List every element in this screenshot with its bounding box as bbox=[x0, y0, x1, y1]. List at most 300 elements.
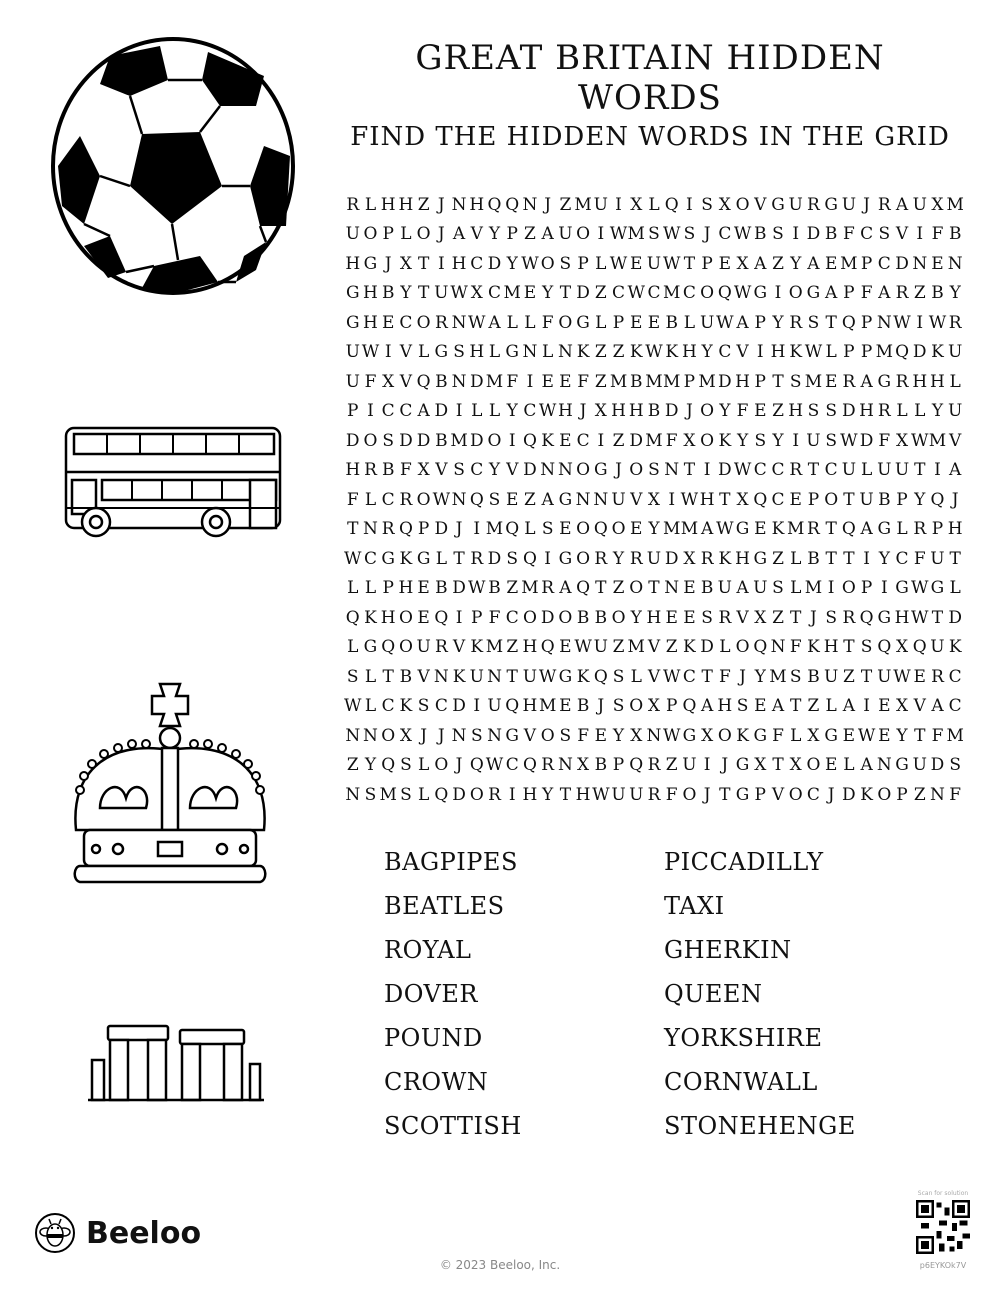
grid-cell: M bbox=[485, 519, 504, 540]
grid-cell: L bbox=[843, 755, 855, 776]
grid-cell: L bbox=[364, 489, 377, 510]
grid-cell: H bbox=[699, 489, 715, 510]
grid-cell: X bbox=[931, 194, 944, 215]
grid-cell: M bbox=[609, 371, 628, 392]
grid-cell: I bbox=[473, 519, 481, 540]
grid-cell: A bbox=[931, 696, 944, 717]
grid-cell: V bbox=[523, 725, 537, 746]
grid-cell: A bbox=[842, 696, 856, 717]
grid-row bbox=[344, 456, 964, 486]
grid-cell: H bbox=[823, 637, 839, 658]
grid-cell: U bbox=[593, 194, 608, 215]
grid-cell: I bbox=[703, 755, 711, 776]
grid-cell: A bbox=[700, 519, 714, 540]
grid-cell: Z bbox=[913, 283, 926, 304]
grid-cell: O bbox=[363, 224, 378, 245]
grid-cell: Q bbox=[629, 755, 644, 776]
qr-code-id: p6EYKOk7V bbox=[919, 1261, 967, 1270]
grid-cell: V bbox=[452, 637, 466, 658]
grid-cell: C bbox=[434, 696, 448, 717]
grid-cell: D bbox=[700, 637, 714, 658]
grid-cell: U bbox=[823, 666, 839, 687]
grid-cell: Q bbox=[469, 489, 484, 510]
grid-cell: E bbox=[541, 371, 554, 392]
grid-cell: W bbox=[609, 253, 628, 274]
grid-cell: L bbox=[914, 401, 926, 422]
grid-cell: B bbox=[700, 578, 714, 599]
grid-cell: T bbox=[683, 253, 696, 274]
grid-cell: F bbox=[931, 224, 944, 245]
grid-cell: H bbox=[912, 371, 928, 392]
grid-cell: E bbox=[506, 489, 519, 510]
grid-cell: K bbox=[576, 666, 590, 687]
grid-cell: S bbox=[949, 755, 962, 776]
grid-cell: O bbox=[806, 755, 821, 776]
grid-cell: C bbox=[682, 666, 696, 687]
grid-cell: T bbox=[825, 519, 837, 540]
grid-cell: L bbox=[860, 460, 873, 481]
grid-cell: J bbox=[437, 224, 445, 245]
grid-cell: R bbox=[346, 194, 360, 215]
grid-cell: N bbox=[522, 342, 538, 363]
grid-cell: B bbox=[435, 430, 448, 451]
grid-cell: U bbox=[894, 460, 910, 481]
grid-cell: R bbox=[807, 194, 820, 215]
grid-cell: L bbox=[488, 342, 501, 363]
grid-cell: Q bbox=[682, 696, 697, 717]
grid-cell: D bbox=[859, 430, 874, 451]
grid-cell: O bbox=[629, 578, 644, 599]
grid-cell: M bbox=[485, 637, 504, 658]
grid-cell: D bbox=[912, 342, 927, 363]
brand-name: Beeloo bbox=[86, 1215, 202, 1251]
grid-cell: W bbox=[592, 784, 610, 805]
grid-cell: P bbox=[382, 224, 394, 245]
grid-cell: U bbox=[788, 194, 803, 215]
double-decker-bus-icon bbox=[62, 424, 284, 542]
grid-cell: M bbox=[662, 371, 681, 392]
grid-cell: Z bbox=[506, 578, 519, 599]
grid-cell: N bbox=[557, 460, 573, 481]
grid-cell: U bbox=[629, 784, 644, 805]
grid-cell: U bbox=[753, 578, 768, 599]
grid-cell: G bbox=[753, 725, 768, 746]
grid-cell: U bbox=[522, 666, 538, 687]
grid-cell: G bbox=[363, 637, 378, 658]
grid-cell: S bbox=[417, 696, 430, 717]
grid-cell: T bbox=[506, 666, 518, 687]
grid-cell: W bbox=[716, 312, 734, 333]
grid-cell: G bbox=[735, 755, 750, 776]
word-item: CORNWALL bbox=[664, 1068, 818, 1096]
grid-cell: R bbox=[541, 755, 555, 776]
grid-cell: E bbox=[824, 253, 838, 274]
grid-cell: X bbox=[647, 489, 661, 510]
grid-cell: L bbox=[896, 401, 908, 422]
grid-cell: E bbox=[754, 696, 767, 717]
grid-cell: K bbox=[399, 548, 413, 569]
grid-cell: L bbox=[648, 194, 660, 215]
grid-row bbox=[344, 721, 964, 751]
grid-cell: S bbox=[648, 460, 660, 481]
grid-row bbox=[344, 190, 964, 220]
grid-cell: H bbox=[522, 696, 538, 717]
grid-cell: W bbox=[733, 460, 752, 481]
grid-cell: G bbox=[576, 312, 590, 333]
grid-cell: C bbox=[718, 224, 732, 245]
grid-cell: C bbox=[523, 401, 537, 422]
grid-cell: C bbox=[381, 489, 395, 510]
grid-cell: O bbox=[824, 489, 839, 510]
grid-cell: V bbox=[417, 666, 430, 687]
grid-cell: S bbox=[807, 312, 820, 333]
grid-cell: X bbox=[736, 253, 749, 274]
grid-cell: F bbox=[488, 607, 501, 628]
grid-cell: T bbox=[825, 312, 837, 333]
grid-cell: Q bbox=[930, 489, 945, 510]
grid-cell: H bbox=[345, 460, 361, 481]
grid-cell: A bbox=[860, 519, 873, 540]
grid-cell: S bbox=[772, 578, 784, 599]
grid-cell: D bbox=[930, 755, 945, 776]
grid-cell: X bbox=[718, 194, 731, 215]
grid-cell: S bbox=[559, 253, 572, 274]
grid-cell: O bbox=[540, 725, 555, 746]
grid-cell: E bbox=[381, 312, 395, 333]
grid-cell: R bbox=[434, 637, 448, 658]
grid-cell: T bbox=[914, 725, 926, 746]
grid-cell: F bbox=[860, 283, 873, 304]
grid-cell: R bbox=[895, 371, 909, 392]
grid-cell: A bbox=[736, 312, 749, 333]
grid-cell: Z bbox=[772, 401, 784, 422]
grid-cell: Q bbox=[416, 371, 431, 392]
grid-cell: M bbox=[875, 342, 894, 363]
grid-cell: N bbox=[593, 489, 609, 510]
grid-cell: M bbox=[662, 519, 681, 540]
grid-cell: U bbox=[469, 666, 484, 687]
grid-cell: E bbox=[594, 725, 608, 746]
grid-cell: Z bbox=[665, 755, 678, 776]
grid-cell: V bbox=[470, 224, 483, 245]
grid-cell: Q bbox=[522, 755, 537, 776]
grid-cell: S bbox=[825, 430, 837, 451]
grid-cell: U bbox=[416, 637, 431, 658]
grid-cell: A bbox=[700, 696, 714, 717]
grid-cell: D bbox=[452, 696, 466, 717]
grid-cell: A bbox=[559, 578, 572, 599]
grid-cell: T bbox=[914, 460, 926, 481]
grid-cell: P bbox=[382, 578, 394, 599]
grid-cell: V bbox=[399, 371, 413, 392]
grid-cell: W bbox=[344, 548, 362, 569]
grid-cell: K bbox=[931, 342, 944, 363]
grid-cell: N bbox=[912, 253, 928, 274]
grid-cell: P bbox=[931, 519, 944, 540]
grid-cell: N bbox=[363, 519, 378, 540]
grid-cell: R bbox=[594, 548, 608, 569]
grid-cell: H bbox=[363, 312, 378, 333]
grid-cell: M bbox=[503, 283, 521, 304]
grid-cell: C bbox=[363, 548, 377, 569]
grid-cell: Q bbox=[540, 637, 555, 658]
grid-cell: T bbox=[719, 489, 731, 510]
grid-cell: O bbox=[576, 548, 591, 569]
grid-cell: N bbox=[876, 312, 892, 333]
grid-cell: G bbox=[735, 519, 750, 540]
grid-cell: I bbox=[774, 283, 782, 304]
grid-cell: R bbox=[877, 194, 891, 215]
grid-cell: H bbox=[681, 342, 697, 363]
grid-cell: Y bbox=[878, 548, 890, 569]
grid-cell: Z bbox=[612, 578, 625, 599]
grid-cell: M bbox=[804, 578, 823, 599]
grid-cell: O bbox=[700, 283, 715, 304]
grid-cell: I bbox=[756, 342, 764, 363]
grid-cell: Q bbox=[505, 696, 520, 717]
grid-cell: H bbox=[398, 578, 414, 599]
grid-cell: W bbox=[344, 696, 362, 717]
grid-cell: U bbox=[682, 755, 697, 776]
grid-cell: U bbox=[593, 637, 608, 658]
grid-cell: H bbox=[557, 401, 573, 422]
grid-cell: Q bbox=[753, 489, 768, 510]
grid-cell: H bbox=[930, 371, 945, 392]
grid-cell: W bbox=[662, 725, 681, 746]
grid-cell: U bbox=[948, 342, 963, 363]
grid-cell: K bbox=[683, 637, 696, 658]
grid-cell: E bbox=[878, 696, 891, 717]
grid-cell: J bbox=[544, 194, 552, 215]
grid-cell: D bbox=[434, 401, 449, 422]
grid-cell: E bbox=[931, 253, 944, 274]
grid-cell: Q bbox=[859, 607, 874, 628]
grid-cell: L bbox=[417, 784, 430, 805]
grid-cell: J bbox=[437, 194, 445, 215]
grid-cell: Y bbox=[542, 784, 554, 805]
grid-cell: B bbox=[576, 696, 590, 717]
grid-cell: G bbox=[806, 283, 821, 304]
grid-cell: N bbox=[646, 725, 662, 746]
grid-cell: L bbox=[790, 548, 802, 569]
grid-cell: R bbox=[381, 519, 395, 540]
grid-cell: X bbox=[594, 401, 607, 422]
grid-cell: C bbox=[682, 283, 696, 304]
grid-cell: A bbox=[949, 460, 962, 481]
grid-cell: Q bbox=[717, 283, 732, 304]
grid-cell: W bbox=[645, 342, 663, 363]
grid-cell: Y bbox=[542, 283, 554, 304]
grid-cell: J bbox=[827, 784, 835, 805]
grid-cell: G bbox=[824, 194, 838, 215]
grid-cell: W bbox=[857, 725, 876, 746]
grid-cell: F bbox=[842, 224, 855, 245]
grid-cell: H bbox=[522, 637, 538, 658]
grid-cell: N bbox=[664, 578, 680, 599]
grid-cell: X bbox=[630, 194, 643, 215]
grid-cell: R bbox=[789, 312, 803, 333]
grid-cell: A bbox=[878, 283, 891, 304]
grid-cell: Y bbox=[488, 460, 501, 481]
grid-cell: W bbox=[662, 666, 681, 687]
grid-cell: I bbox=[863, 696, 870, 717]
grid-cell: H bbox=[735, 371, 750, 392]
grid-cell: D bbox=[540, 607, 555, 628]
grid-cell: I bbox=[597, 430, 605, 451]
grid-cell: D bbox=[806, 224, 821, 245]
grid-cell: I bbox=[526, 371, 534, 392]
grid-cell: T bbox=[807, 460, 820, 481]
grid-cell: B bbox=[594, 755, 608, 776]
grid-cell: T bbox=[843, 548, 855, 569]
word-item: POUND bbox=[384, 1024, 483, 1052]
grid-cell: P bbox=[860, 578, 873, 599]
grid-cell: D bbox=[629, 430, 644, 451]
grid-cell: P bbox=[506, 224, 518, 245]
grid-cell: H bbox=[717, 696, 733, 717]
grid-cell: S bbox=[701, 194, 713, 215]
grid-cell: E bbox=[754, 401, 767, 422]
grid-cell: D bbox=[416, 430, 431, 451]
grid-cell: Y bbox=[914, 489, 926, 510]
grid-cell: R bbox=[488, 784, 501, 805]
grid-cell: B bbox=[754, 224, 767, 245]
grid-cell: A bbox=[541, 224, 554, 245]
grid-cell: C bbox=[647, 283, 661, 304]
grid-cell: O bbox=[611, 519, 626, 540]
grid-row bbox=[344, 485, 964, 515]
grid-cell: H bbox=[646, 607, 662, 628]
grid-cell: E bbox=[647, 312, 661, 333]
grid-cell: Y bbox=[506, 401, 518, 422]
word-item: DOVER bbox=[384, 980, 478, 1008]
grid-cell: O bbox=[487, 430, 502, 451]
grid-cell: T bbox=[595, 578, 607, 599]
word-list bbox=[384, 848, 944, 1144]
grid-cell: C bbox=[381, 696, 395, 717]
grid-cell: O bbox=[717, 725, 732, 746]
qr-code-icon[interactable] bbox=[916, 1200, 970, 1254]
grid-cell: W bbox=[911, 430, 929, 451]
grid-cell: I bbox=[597, 224, 605, 245]
grid-cell: C bbox=[860, 224, 874, 245]
grid-cell: V bbox=[895, 224, 909, 245]
grid-cell: O bbox=[576, 519, 591, 540]
grid-row bbox=[344, 220, 964, 250]
grid-cell: S bbox=[754, 430, 767, 451]
grid-cell: Y bbox=[736, 430, 749, 451]
grid-cell: U bbox=[877, 666, 892, 687]
grid-cell: S bbox=[860, 637, 873, 658]
grid-cell: E bbox=[630, 519, 643, 540]
grid-cell: I bbox=[686, 194, 693, 215]
grid-row bbox=[344, 367, 964, 397]
grid-cell: O bbox=[434, 755, 449, 776]
grid-cell: Q bbox=[877, 637, 892, 658]
grid-cell: S bbox=[789, 666, 802, 687]
grid-cell: G bbox=[930, 578, 945, 599]
grid-cell: K bbox=[789, 342, 803, 363]
grid-cell: D bbox=[664, 401, 679, 422]
grid-cell: S bbox=[736, 696, 749, 717]
grid-cell: E bbox=[417, 578, 430, 599]
grid-cell: E bbox=[559, 430, 572, 451]
grid-cell: W bbox=[680, 489, 699, 510]
grid-cell: H bbox=[451, 253, 467, 274]
grid-cell: O bbox=[558, 607, 573, 628]
grid-cell: V bbox=[630, 489, 643, 510]
grid-cell: D bbox=[487, 253, 502, 274]
grid-cell: L bbox=[435, 548, 447, 569]
grid-cell: D bbox=[452, 784, 466, 805]
grid-cell: P bbox=[843, 283, 855, 304]
grid-cell: R bbox=[434, 312, 448, 333]
grid-cell: L bbox=[364, 696, 377, 717]
grid-cell: N bbox=[487, 725, 502, 746]
grid-cell: A bbox=[895, 194, 909, 215]
grid-cell: O bbox=[522, 607, 537, 628]
grid-cell: W bbox=[521, 253, 539, 274]
grid-cell: Q bbox=[576, 578, 591, 599]
grid-cell: I bbox=[668, 489, 676, 510]
grid-cell: K bbox=[576, 342, 590, 363]
grid-cell: U bbox=[558, 224, 573, 245]
grid-cell: U bbox=[841, 194, 857, 215]
grid-cell: V bbox=[771, 784, 785, 805]
grid-cell: C bbox=[576, 430, 590, 451]
grid-cell: C bbox=[877, 253, 891, 274]
grid-cell: O bbox=[416, 312, 431, 333]
grid-cell: O bbox=[841, 578, 856, 599]
grid-cell: Y bbox=[790, 253, 802, 274]
grid-cell: S bbox=[559, 725, 572, 746]
grid-cell: O bbox=[363, 430, 378, 451]
word-item: PICCADILLY bbox=[664, 848, 824, 876]
grid-cell: V bbox=[647, 666, 661, 687]
grid-cell: P bbox=[417, 519, 430, 540]
grid-cell: M bbox=[662, 283, 681, 304]
word-item: TAXI bbox=[664, 892, 725, 920]
grid-cell: B bbox=[435, 578, 448, 599]
grid-cell: E bbox=[683, 578, 696, 599]
grid-cell: T bbox=[949, 548, 961, 569]
grid-cell: S bbox=[488, 489, 501, 510]
grid-cell: E bbox=[559, 371, 572, 392]
grid-cell: I bbox=[455, 401, 463, 422]
grid-cell: P bbox=[860, 342, 873, 363]
grid-cell: K bbox=[665, 342, 679, 363]
grid-cell: U bbox=[859, 489, 874, 510]
grid-cell: H bbox=[894, 607, 910, 628]
grid-cell: W bbox=[485, 755, 504, 776]
grid-cell: W bbox=[450, 283, 468, 304]
grid-cell: J bbox=[703, 224, 711, 245]
grid-cell: S bbox=[825, 401, 837, 422]
grid-cell: E bbox=[523, 283, 537, 304]
grid-cell: P bbox=[612, 312, 625, 333]
grid-cell: S bbox=[648, 224, 660, 245]
grid-cell: D bbox=[842, 401, 856, 422]
grid-cell: G bbox=[877, 519, 892, 540]
grid-cell: B bbox=[807, 666, 820, 687]
grid-cell: O bbox=[558, 312, 573, 333]
grid-row bbox=[344, 692, 964, 722]
grid-row bbox=[344, 249, 964, 279]
grid-cell: F bbox=[931, 725, 944, 746]
grid-cell: C bbox=[753, 460, 767, 481]
grid-cell: S bbox=[807, 401, 820, 422]
grid-cell: X bbox=[683, 430, 696, 451]
